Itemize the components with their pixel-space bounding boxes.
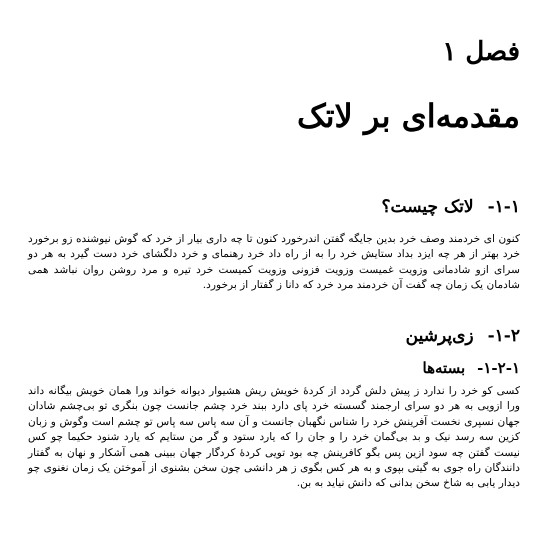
section-heading-1	[382, 196, 520, 218]
chapter-title: مقدمه‌ای بر لاتک	[297, 97, 520, 135]
chapter-label: فصل ۱	[442, 37, 520, 67]
section-heading-2	[406, 325, 520, 347]
section-number: ۱-۱-	[487, 197, 520, 217]
subsection-number: ۱-۲-۱-	[477, 359, 520, 377]
section-1-paragraph: کنون ای خردمند وصف خرد بدین جایگه گفتن اندرخورد کنون تا چه داری بیار از خرد که گوش نیوشنده زو برخورد خرد بهتر از هر چه ایزد بداد ستایش خرد را به از راه داد خرد رهنمای و خرد دلگشای خرد دست گیرد به هر دو سرای ازو شادمانی وزویت غمیست وزویت فزونی وزویت کمیست خرد تیره و مرد روشن روان نباشد همی شادمان یک زمان چه گفت آن خردمند مرد خرد که دانا ز گفتار از برخورد.	[28, 233, 520, 292]
subsection-heading-2-1	[423, 358, 520, 378]
section-title: لاتک چیست؟	[381, 197, 474, 217]
document-page	[28, 0, 520, 536]
section-title: زی‌پرشین	[405, 326, 474, 346]
subsection-2-1-paragraph: کسی کو خرد را ندارد ز پیش دلش گردد از کردهٔ خویش ریش هشیوار دیوانه خواند ورا همان خویش بیگانه داند ورا ازویی به هر دو سرای ارجمند گسسته خرد پای دارد ببند خرد چشم جانست چون بنگری تو بی‌چشم شادان جهان نسپری نخست آفرینش خرد را شناس نگهبان جانست و آن سه پاس سه پاس تو چشم است وگوش و زبان کزین سه رسد نیک و بد بی‌گمان خرد را و جان را که یارد ستود و گر من ستایم که یارد شنود حکیما چو کس نیست گفتن چه سود ازین پس بگو کافرینش چه بود تویی کردهٔ کردگار جهان ببینی همی آشکار و نهان به گفتار دانندگان راه جوی به گیتی بپوی و به هر کس بگوی ز هر دانشی چون سخن بشنوی از آموختن یک زمان نغنوی چو دیدار یابی به شاخ سخن بدانی که دانش نیاید به بن.	[28, 385, 520, 490]
section-number: ۱-۲-	[487, 326, 520, 346]
subsection-title: بسته‌ها	[422, 359, 466, 377]
